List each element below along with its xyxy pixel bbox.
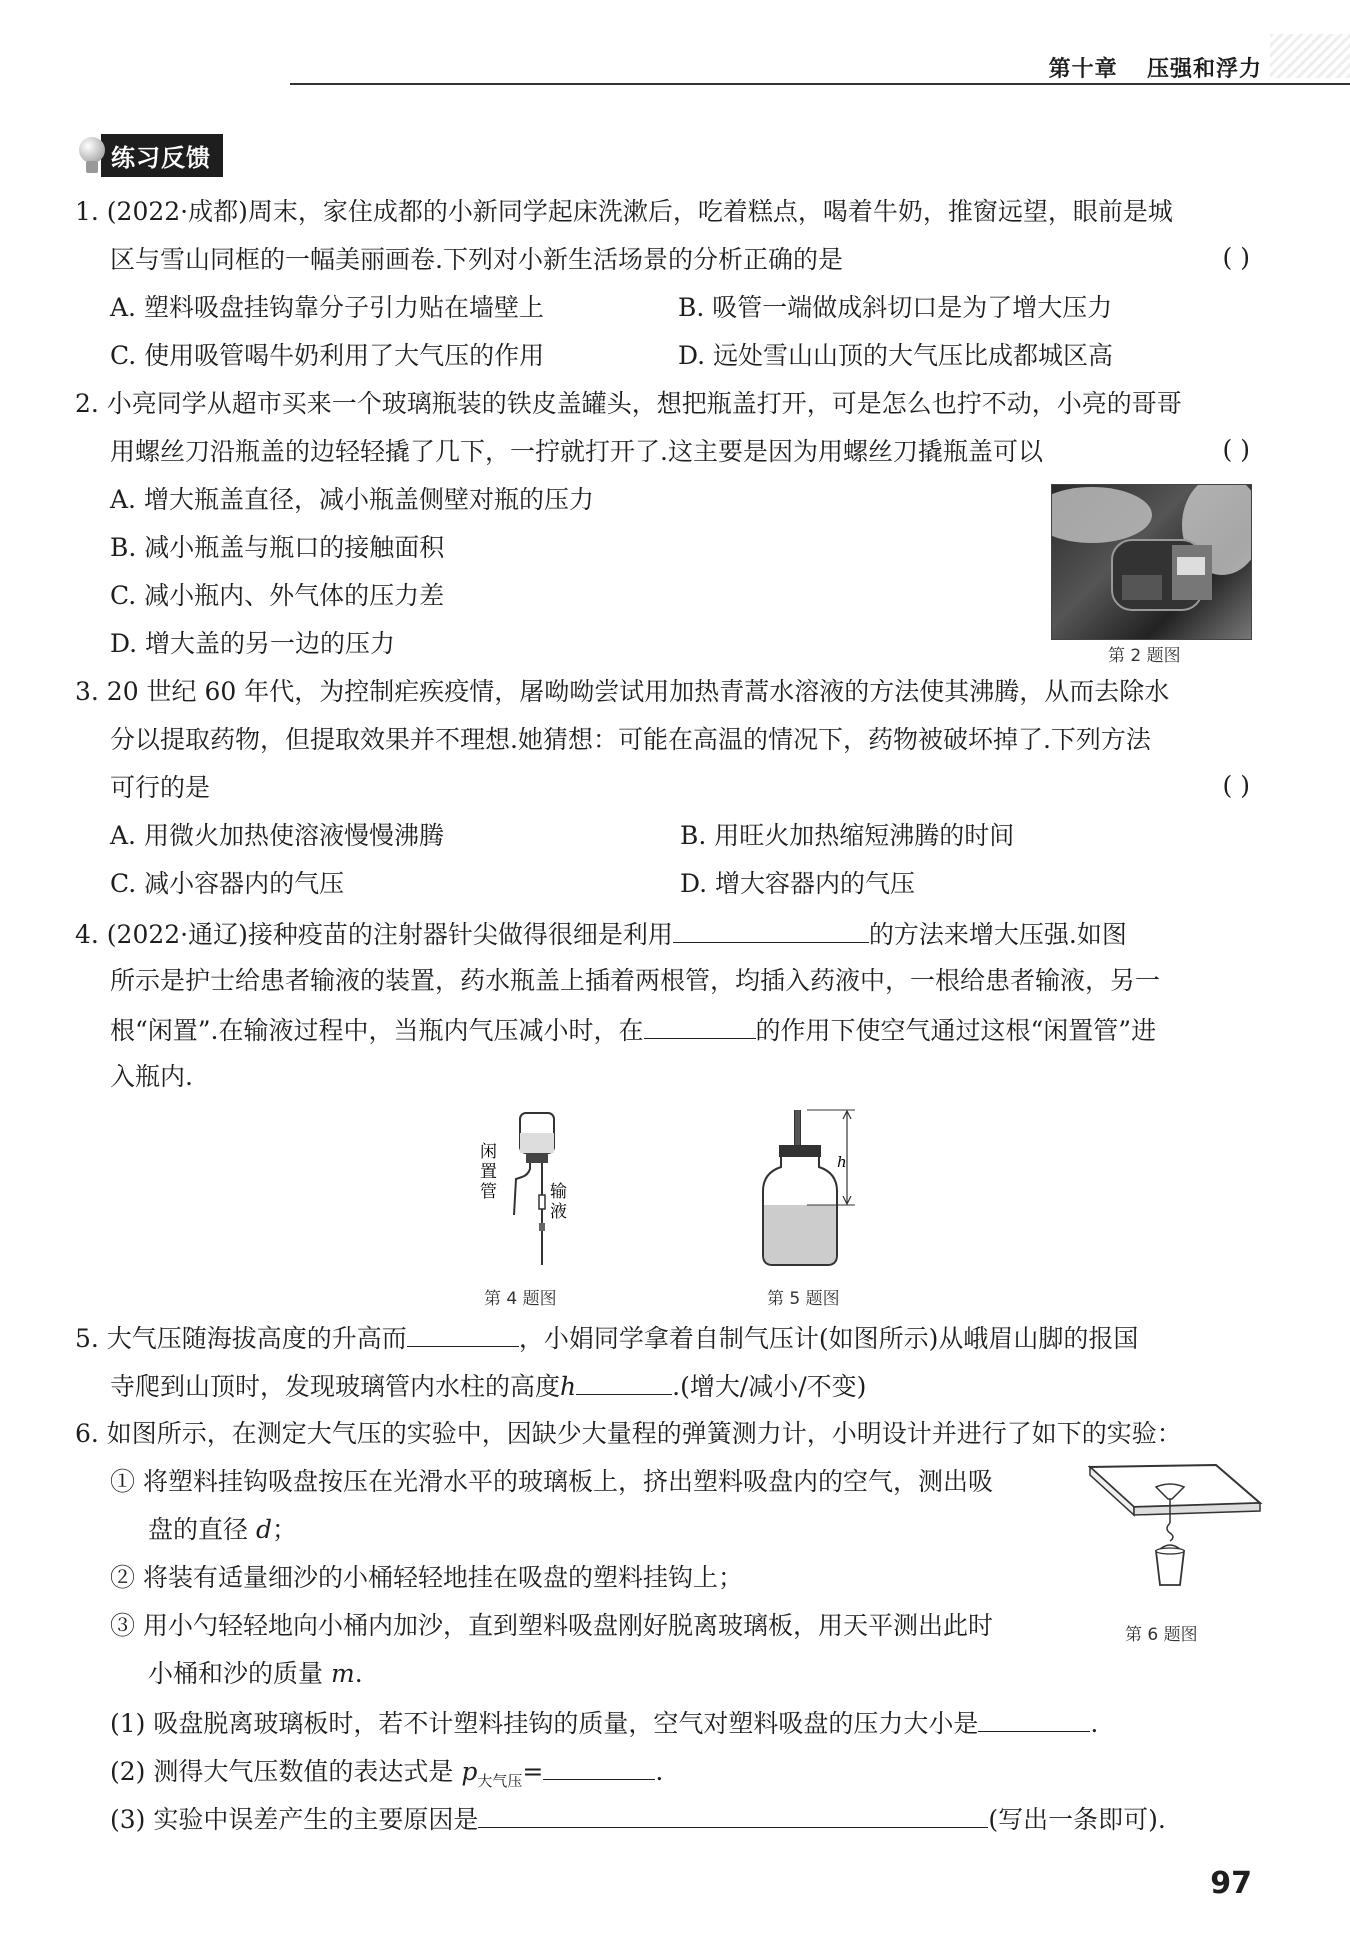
q3-option-c: C. 减小容器内的气压 [110, 869, 345, 898]
q3-stem-line3: 可行的是 [110, 773, 211, 802]
q1-option-c: C. 使用吸管喝牛奶利用了大气压的作用 [110, 341, 545, 370]
plastic-hook [1167, 1523, 1173, 1541]
q2-figure-caption: 第 2 题图 [1108, 646, 1181, 666]
q1-stem-line1: 1. (2022·成都)周末，家住成都的小新同学起床洗漱后，吃着糕点，喝着牛奶，推窗远望，眼前是城 [75, 197, 1173, 226]
q6-text-s1c: ； [271, 1515, 297, 1544]
jar-opening-photo [1051, 484, 1252, 640]
q5-blank-1[interactable] [407, 1320, 519, 1347]
q5-text-2a: 寺爬到山顶时，发现玻璃管内水柱的高度 [110, 1372, 561, 1401]
q6-step1-line2 [148, 1513, 297, 1547]
q2-option-b: B. 减小瓶盖与瓶口的接触面积 [110, 533, 445, 562]
q4-text-3b: 的作用下使空气通过这根“闲置管”进 [755, 1016, 1157, 1045]
q6-blank-2[interactable] [543, 1753, 655, 1780]
q1-stem-line2: 区与雪山同框的一幅美丽画卷.下列对小新生活场景的分析正确的是 [110, 245, 843, 274]
q4-blank-2[interactable] [644, 1012, 756, 1039]
q4-stem-line2: 所示是护士给患者输液的装置，药水瓶盖上插着两根管，均插入药液中，一根给患者输液，另一 [110, 966, 1161, 995]
q6-text-p2a: (2) 测得大气压数值的表达式是 [110, 1757, 454, 1786]
idle-label-2: 置 [480, 1162, 497, 1182]
bottle-water [764, 1205, 836, 1264]
q1-option-d: D. 远处雪山山顶的大气压比成都城区高 [678, 341, 1114, 370]
q6-step1-line1: ① 将塑料挂钩吸盘按压在光滑水平的玻璃板上，挤出塑料吸盘内的空气，测出吸 [110, 1467, 993, 1496]
barometer-figure [755, 1105, 875, 1280]
q2-option-a: A. 增大瓶盖直径，减小瓶盖侧壁对瓶的压力 [110, 485, 594, 514]
bottle-stopper [779, 1145, 821, 1157]
q6-step3-line2 [148, 1657, 363, 1691]
q1-option-a: A. 塑料吸盘挂钩靠分子引力贴在墙壁上 [110, 293, 544, 322]
q4-text-3a: 根“闲置”.在输液过程中，当瓶内气压减小时，在 [110, 1016, 644, 1045]
header-decoration [1270, 34, 1350, 78]
q3-stem-line2: 分以提取药物，但提取效果并不理想.她猜想：可能在高温的情况下，药物被破坏掉了.下列方法 [110, 725, 1151, 754]
q5-stem-line2 [110, 1368, 866, 1404]
q6-text-s3c: . [354, 1659, 363, 1688]
q2-option-c: C. 减小瓶内、外气体的压力差 [110, 581, 445, 610]
drip-chamber [539, 1195, 545, 1209]
q5-text-2b: .(增大/减小/不变) [672, 1372, 867, 1401]
q6-step2: ② 将装有适量细沙的小桶轻轻地挂在吸盘的塑料挂钩上； [110, 1563, 743, 1592]
q1-option-b: B. 吸管一端做成斜切口是为了增大压力 [678, 293, 1113, 322]
q2-stem-line1: 2. 小亮同学从超市买来一个玻璃瓶装的铁皮盖罐头，想把瓶盖打开，可是怎么也拧不动，小亮的哥哥 [75, 389, 1182, 418]
iv-drip-figure [470, 1105, 590, 1275]
jar-photo-illustration [1052, 485, 1251, 639]
q4-stem-line4: 入瓶内. [110, 1062, 193, 1091]
q3-stem-line1: 3. 20 世纪 60 年代，为控制疟疾疫情，屠呦呦尝试用加热青蒿水溶液的方法使其沸腾，从而去除水 [75, 677, 1170, 706]
q5-blank-2[interactable] [576, 1368, 672, 1395]
idle-tube [514, 1163, 530, 1215]
chapter-title: 压强和浮力 [1146, 57, 1262, 82]
q4-stem-line1 [75, 916, 1127, 952]
q6-var-m: m [330, 1659, 355, 1688]
iv-bottle-cap [526, 1153, 548, 1163]
q6-text-s3b: 小桶和沙的质量 [148, 1659, 324, 1688]
q5-var-h: h [560, 1372, 577, 1401]
q6-blank-1[interactable] [978, 1705, 1090, 1732]
q3-option-d: D. 增大容器内的气压 [680, 869, 916, 898]
suction-cup-figure [1088, 1455, 1263, 1605]
q6-var-p: p [461, 1757, 478, 1786]
q6-text-p1a: (1) 吸盘脱离玻璃板时，若不计塑料挂钩的质量，空气对塑料吸盘的压力大小是 [110, 1709, 979, 1738]
flow-clamp [539, 1223, 545, 1231]
small-bucket [1156, 1551, 1184, 1585]
chapter-number: 第十章 [1048, 57, 1118, 82]
section-badge [75, 135, 223, 175]
idle-label-1: 闲 [480, 1142, 497, 1162]
q5-stem-line1 [75, 1320, 1138, 1356]
q6-text-p2b: . [655, 1757, 664, 1786]
q6-step3-line1: ③ 用小勺轻轻地向小桶内加沙，直到塑料吸盘刚好脱离玻璃板，用天平测出此时 [110, 1611, 993, 1640]
q4-figure-caption: 第 4 题图 [484, 1289, 557, 1309]
infuse-label-1: 输 [550, 1182, 567, 1202]
q5-figure-caption: 第 5 题图 [767, 1289, 840, 1309]
q6-text-p2eq: = [522, 1757, 544, 1786]
q6-part1 [110, 1705, 1098, 1741]
q6-sub-atm: 大气压 [477, 1772, 523, 1790]
q6-part3 [110, 1801, 1166, 1837]
q2-stem-line2: 用螺丝刀沿瓶盖的边轻轻撬了几下，一拧就打开了.这主要是因为用螺丝刀撬瓶盖可以 [110, 437, 1043, 466]
q2-answer-paren: ( ) [1222, 435, 1250, 464]
chapter-header [1049, 52, 1262, 83]
q6-text-p3a: (3) 实验中误差产生的主要原因是 [110, 1805, 479, 1834]
q6-blank-3[interactable] [478, 1801, 988, 1828]
lightbulb-icon [75, 135, 107, 175]
header-rule [290, 83, 1350, 85]
q6-text-p1b: . [1090, 1709, 1099, 1738]
q4-text-1b: 的方法来增大压强.如图 [868, 920, 1127, 949]
q4-blank-1[interactable] [673, 916, 869, 943]
q6-figure-caption: 第 6 题图 [1125, 1625, 1198, 1645]
q6-part2 [110, 1753, 663, 1798]
q6-text-s1b: 盘的直径 [148, 1515, 249, 1544]
q4-text-1a: 4. (2022·通辽)接种疫苗的注射器针尖做得很细是利用 [75, 920, 673, 949]
infuse-label-2: 液 [550, 1202, 567, 1222]
q6-var-d: d [255, 1515, 272, 1544]
q6-text-p3b: (写出一条即可). [988, 1805, 1166, 1834]
height-label: h [837, 1153, 847, 1171]
idle-label-3: 管 [480, 1182, 497, 1202]
q2-option-d: D. 增大盖的另一边的压力 [110, 629, 396, 658]
page-number: 97 [1210, 1866, 1252, 1901]
q1-answer-paren: ( ) [1222, 243, 1250, 272]
section-badge-label: 练习反馈 [101, 134, 223, 177]
q5-text-1b: ，小娟同学拿着自制气压计(如图所示)从峨眉山脚的报国 [518, 1324, 1139, 1353]
q4-stem-line3 [110, 1012, 1156, 1048]
q5-text-1a: 5. 大气压随海拔高度的升高而 [75, 1324, 407, 1353]
q3-option-a: A. 用微火加热使溶液慢慢沸腾 [110, 821, 444, 850]
q3-option-b: B. 用旺火加热缩短沸腾的时间 [680, 821, 1015, 850]
q6-stem-line1: 6. 如图所示，在测定大气压的实验中，因缺少大量程的弹簧测力计，小明设计并进行了如下的实验： [75, 1419, 1182, 1448]
q3-answer-paren: ( ) [1222, 771, 1250, 800]
